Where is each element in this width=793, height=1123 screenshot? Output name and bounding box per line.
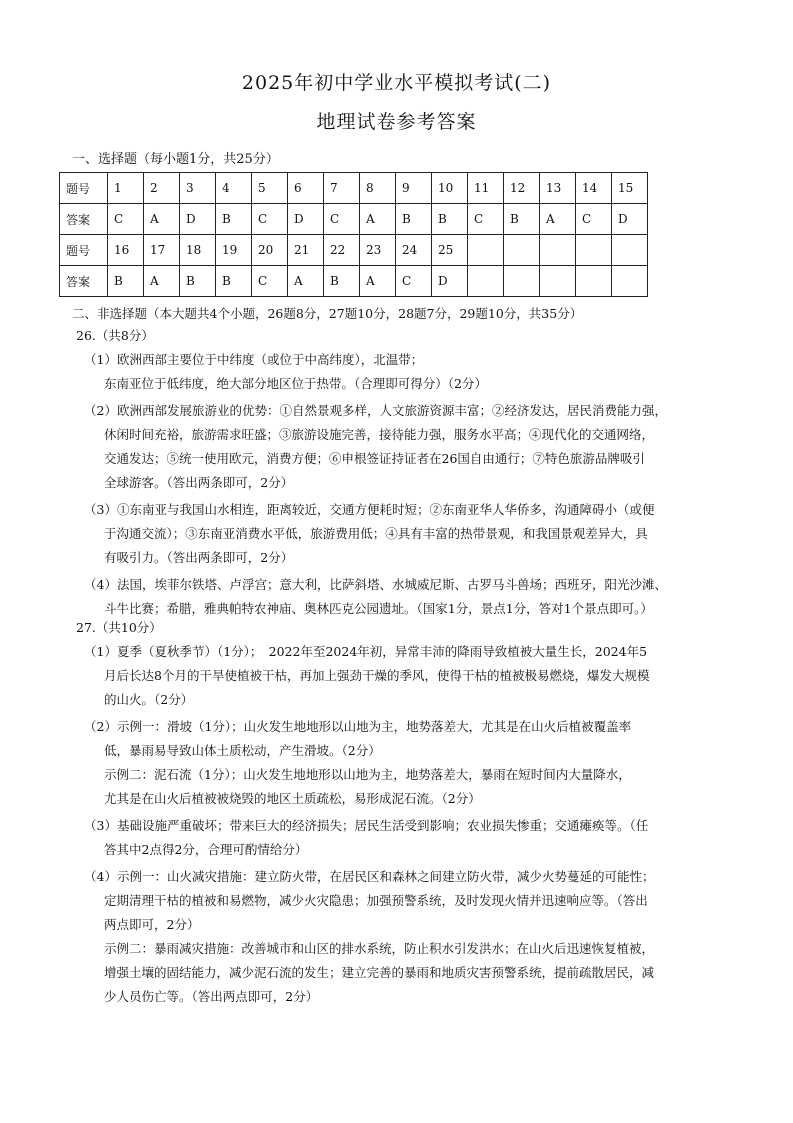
- answer-line: （4）法国，埃菲尔铁塔、卢浮宫；意大利，比萨斜塔、水城威尼斯、古罗马斗兽场；西班牙，阳光沙滩、: [84, 577, 667, 592]
- table-cell: 4: [216, 173, 252, 204]
- table-cell: B: [108, 266, 144, 297]
- table-cell: A: [144, 266, 180, 297]
- section-choice-heading: 一、选择题（每小题1分，共25分）: [72, 152, 279, 167]
- table-cell: B: [504, 204, 540, 235]
- table-cell: B: [396, 204, 432, 235]
- answer-line: 答其中2点得2分，合理可酌情给分）: [104, 842, 308, 857]
- table-cell: 19: [216, 235, 252, 266]
- answer-line: 定期清理干枯的植被和易燃物，减少火灾隐患；加强预警系统，及时发现火情并迅速响应等。（答出: [104, 893, 648, 908]
- table-cell: B: [324, 266, 360, 297]
- answer-line: 于沟通交流）；③东南亚消费水平低，旅游费用低；④具有丰富的热带景观，和我国景观差异大，具: [104, 526, 648, 541]
- table-row-question-2: [60, 235, 648, 266]
- exam-title: 2025年初中学业水平模拟考试(二): [241, 72, 552, 94]
- table-cell: 16: [108, 235, 144, 266]
- table-cell: 7: [324, 173, 360, 204]
- table-cell: B: [216, 204, 252, 235]
- row-label: 题号: [60, 173, 108, 204]
- table-cell: C: [252, 266, 288, 297]
- answer-line: 有吸引力。（答出两条即可，2分）: [104, 550, 294, 565]
- answer-line: 交通发达；⑤统一使用欧元，消费方便；⑥申根签证持证者在26国自由通行；⑦特色旅游品牌吸引: [104, 451, 645, 466]
- answer-line: （1）欧洲西部主要位于中纬度（或位于中高纬度），北温带；: [84, 352, 424, 367]
- row-label: 答案: [60, 204, 108, 235]
- table-cell: B: [216, 266, 252, 297]
- table-row-answer-2: [60, 266, 648, 297]
- table-cell: [468, 266, 504, 297]
- answer-line: 东南亚位于低纬度，绝大部分地区位于热带。（合理即可得分）（2分）: [104, 376, 487, 391]
- table-cell: 25: [432, 235, 468, 266]
- answer-line: 两点即可，2分）: [104, 917, 200, 932]
- table-cell: B: [180, 266, 216, 297]
- answer-line: （3）基础设施严重破坏；带来巨大的经济损失；居民生活受到影响；农业损失惨重；交通瘫痪等。（任: [84, 818, 649, 833]
- answer-line: （1）夏季（夏秋季节）（1分）； 2022年至2024年初，异常丰沛的降雨导致植被大量生长，2024年5: [84, 644, 648, 659]
- table-cell: 3: [180, 173, 216, 204]
- table-cell: A: [360, 266, 396, 297]
- table-cell: A: [288, 266, 324, 297]
- table-cell: 1: [108, 173, 144, 204]
- table-row-answer-1: [60, 204, 648, 235]
- answer-line: （2）示例一：滑坡（1分）；山火发生地地形以山地为主，地势落差大，尤其是在山火后植被覆盖率: [84, 719, 632, 734]
- table-row-question-1: [60, 173, 648, 204]
- table-cell: 22: [324, 235, 360, 266]
- answer-line: 全球游客。（答出两条即可，2分）: [104, 475, 294, 490]
- table-cell: D: [288, 204, 324, 235]
- table-cell: [576, 235, 612, 266]
- answer-line: 斗牛比赛；希腊，雅典帕特农神庙、奥林匹克公园遗址。（国家1分，景点1分，答对1个景点即可。）: [104, 601, 653, 616]
- table-cell: C: [252, 204, 288, 235]
- table-cell: 14: [576, 173, 612, 204]
- question-27-body: [84, 640, 654, 1009]
- table-cell: 20: [252, 235, 288, 266]
- table-cell: 10: [432, 173, 468, 204]
- table-cell: 6: [288, 173, 324, 204]
- table-cell: C: [576, 204, 612, 235]
- table-cell: 15: [612, 173, 648, 204]
- table-cell: D: [180, 204, 216, 235]
- answer-line: 的山火。（2分）: [104, 692, 194, 707]
- table-cell: 9: [396, 173, 432, 204]
- table-cell: C: [396, 266, 432, 297]
- table-cell: C: [324, 204, 360, 235]
- question-26-body: [84, 348, 667, 621]
- table-cell: [504, 266, 540, 297]
- table-cell: A: [360, 204, 396, 235]
- answer-line: 示例二：泥石流（1分）；山火发生地地形以山地为主，地势落差大，暴雨在短时间内大量降水，: [104, 767, 631, 782]
- table-cell: 21: [288, 235, 324, 266]
- table-cell: 12: [504, 173, 540, 204]
- question-26-heading: 26.（共8分）: [76, 328, 154, 343]
- table-cell: [576, 266, 612, 297]
- table-cell: 13: [540, 173, 576, 204]
- answer-line: （2）欧洲西部发展旅游业的优势：①自然景观多样，人文旅游资源丰富；②经济发达，居民消费能力强，: [84, 403, 667, 418]
- table-cell: 8: [360, 173, 396, 204]
- table-cell: [612, 266, 648, 297]
- answer-table: [59, 172, 648, 297]
- answer-line: 月后长达8个月的干旱使植被干枯，再加上强劲干燥的季风，使得干枯的植被极易燃烧，爆发大规模: [104, 668, 650, 683]
- table-cell: 18: [180, 235, 216, 266]
- exam-subtitle: 地理试卷参考答案: [316, 111, 477, 133]
- question-27-heading: 27.（共10分）: [76, 620, 162, 635]
- row-label: 答案: [60, 266, 108, 297]
- answer-line: 增强土壤的固结能力，减少泥石流的发生；建立完善的暴雨和地质灾害预警系统，提前疏散居民，减: [104, 965, 655, 980]
- section-nonchoice-heading: 二、非选择题（本大题共4个小题，26题8分，27题10分，28题7分，29题10分，共35分）: [72, 306, 583, 321]
- answer-line: 尤其是在山火后植被被烧毁的地区土质疏松，易形成泥石流。（2分）: [104, 791, 481, 806]
- table-cell: 2: [144, 173, 180, 204]
- table-cell: B: [432, 204, 468, 235]
- table-cell: D: [612, 204, 648, 235]
- table-cell: 23: [360, 235, 396, 266]
- answer-line: 示例二：暴雨减灾措施：改善城市和山区的排水系统，防止积水引发洪水；在山火后迅速恢复植被，: [104, 941, 655, 956]
- answer-line: （4）示例一：山火减灾措施：建立防火带，在居民区和森林之间建立防火带，减少火势蔓延的可能性；: [84, 869, 655, 884]
- table-cell: [540, 235, 576, 266]
- table-cell: [612, 235, 648, 266]
- table-cell: C: [468, 204, 504, 235]
- table-cell: 5: [252, 173, 288, 204]
- table-cell: 17: [144, 235, 180, 266]
- table-cell: A: [144, 204, 180, 235]
- answer-line: 少人员伤亡等。（答出两点即可，2分）: [104, 989, 319, 1004]
- table-cell: 24: [396, 235, 432, 266]
- table-cell: [540, 266, 576, 297]
- table-cell: A: [540, 204, 576, 235]
- answer-line: 休闲时间充裕，旅游需求旺盛；③旅游设施完善，接待能力强，服务水平高；④现代化的交通网络，: [104, 427, 655, 442]
- table-cell: C: [108, 204, 144, 235]
- table-cell: 11: [468, 173, 504, 204]
- answer-line: 低，暴雨易导致山体土质松动，产生滑坡。（2分）: [104, 743, 381, 758]
- table-cell: [468, 235, 504, 266]
- row-label: 题号: [60, 235, 108, 266]
- answer-line: （3）①东南亚与我国山水相连，距离较近，交通方便耗时短；②东南亚华人华侨多，沟通障碍小（或便: [84, 502, 655, 517]
- table-cell: [504, 235, 540, 266]
- table-cell: D: [432, 266, 468, 297]
